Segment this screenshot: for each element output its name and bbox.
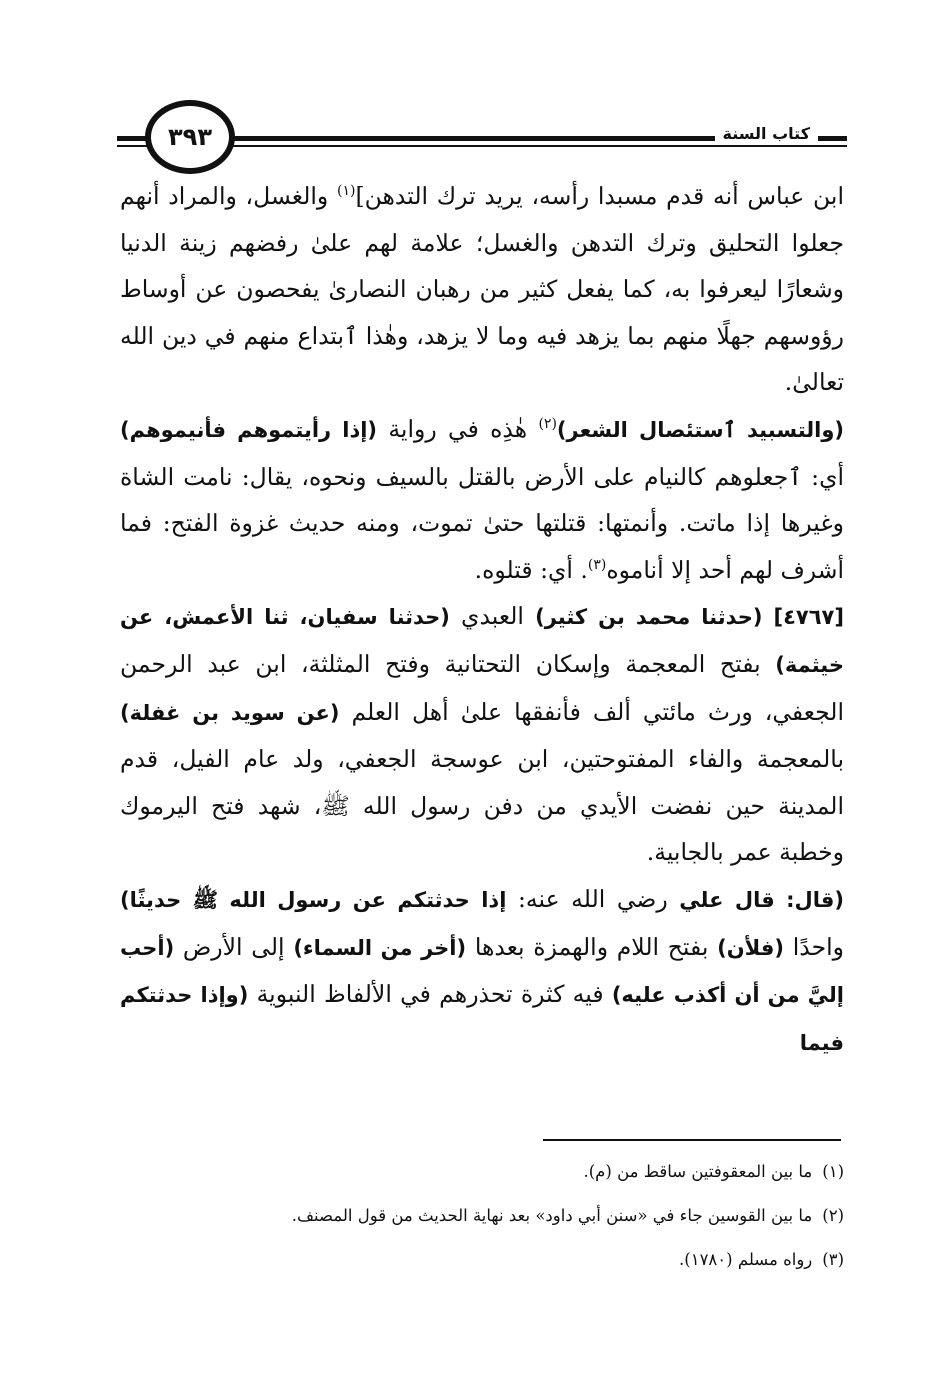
quoted-text: إذا حدثتكم عن رسول الله ﷺ حديثًا) <box>120 887 507 912</box>
footnote-number: (٢) <box>822 1206 844 1225</box>
paragraph-2 <box>120 406 844 593</box>
main-text <box>120 173 844 1066</box>
quoted-text: (إذا رأيتموهم فأنيموهم) <box>120 417 378 442</box>
footnote-text: رواه مسلم (١٧٨٠). <box>679 1250 813 1269</box>
page-header <box>0 0 948 175</box>
footnote-ref: (٣) <box>587 556 607 573</box>
footnote-separator <box>543 1139 841 1141</box>
footnote-1 <box>120 1150 844 1194</box>
footnote-number: (١) <box>822 1162 844 1181</box>
footnote-2 <box>120 1194 844 1238</box>
footnotes <box>120 1150 844 1282</box>
quoted-text: (فلأن) <box>717 935 784 960</box>
quoted-text: (قال: قال علي <box>679 887 845 912</box>
quoted-text: (عن سويد بن غفلة) <box>120 700 340 725</box>
quoted-text: (وإذا حدثتكم فيما <box>120 983 844 1055</box>
text-run: واحدًا <box>783 932 844 961</box>
text-run: والغسل، والمراد أنهم جعلوا التحليق وترك التدهن والغسل؛ علامة لهم علىٰ رفضهم زينة الدنيا وشعارًا ليعرفوا به، كما يفعل كثير من رهبان النصارىٰ يفحصون عن أوساط رؤوسهم جهلًا منهم بما يزهد فيه وما لا يزهد، وهٰذا ٱبتداع منهم في دين الله تعالىٰ. <box>120 182 844 397</box>
footnote-ref: (٢) <box>538 416 557 433</box>
text-run: رضي الله عنه: <box>506 884 680 913</box>
footnote-3 <box>120 1238 844 1282</box>
quoted-text: (والتسبيد ٱستئصال الشعر) <box>556 417 844 442</box>
paragraph-3 <box>120 593 844 876</box>
text-run: . أي: قتلوه. <box>474 555 588 584</box>
footnote-ref: (١) <box>337 183 356 200</box>
quoted-text: (أخر من السماء) <box>293 935 467 960</box>
text-run: فيه كثرة تحذرهم في الألفاظ النبوية <box>248 980 612 1009</box>
quoted-text: (أحب إليَّ من أن أكذب عليه) <box>120 935 845 1008</box>
page-number: ٣٩٣ <box>168 123 212 151</box>
text-run: أي: ٱجعلوهم كالنيام على الأرض بالقتل بالسيف ونحوه، يقال: نامت الشاة وغيرها إذا ماتت. وأنمتها: قتلتها حتىٰ تموت، ومنه حديث غزوة الفتح: فما أشرف لهم أحد إلا أناموه <box>120 462 844 584</box>
footnote-number: (٣) <box>822 1250 844 1269</box>
text-run: بالمعجمة والفاء المفتوحتين، ابن عوسجة الجعفي، ولد عام الفيل، قدم المدينة حين نفضت الأيدي من دفن رسول الله ﷺ، شهد فتح اليرموك وخطبة عمر بالجابية. <box>120 745 844 867</box>
text-run: بفتح اللام والهمزة بعدها <box>466 932 718 961</box>
text-run: العبدي <box>449 602 536 631</box>
text-run: بفتح المعجمة وإسكان التحتانية وفتح المثلثة، ابن عبد الرحمن الجعفي، ورث مائتي ألف فأنفقها علىٰ أهل العلم <box>120 649 844 726</box>
paragraph-1 <box>120 173 844 406</box>
page-number-badge <box>145 100 235 174</box>
footnote-text: ما بين القوسين جاء في «سنن أبي داود» بعد نهاية الحديث من قول المصنف. <box>291 1206 813 1225</box>
quoted-text: (حدثنا سفيان، ثنا الأعمش، عن خيثمة) <box>120 605 844 677</box>
paragraph-4 <box>120 876 844 1066</box>
text-run: هٰذِه في رواية <box>377 414 539 443</box>
text-run: إلى الأرض <box>174 932 294 961</box>
text-run: ابن عباس أنه قدم مسبدا رأسه، يريد ترك التدهن] <box>355 182 844 210</box>
running-title: كتاب السنة <box>715 124 819 144</box>
hadith-number-and-isnad: [٤٧٦٧] (حدثنا محمد بن كثير) <box>535 605 844 630</box>
footnote-text: ما بين المعقوفتين ساقط من (م). <box>583 1162 813 1181</box>
